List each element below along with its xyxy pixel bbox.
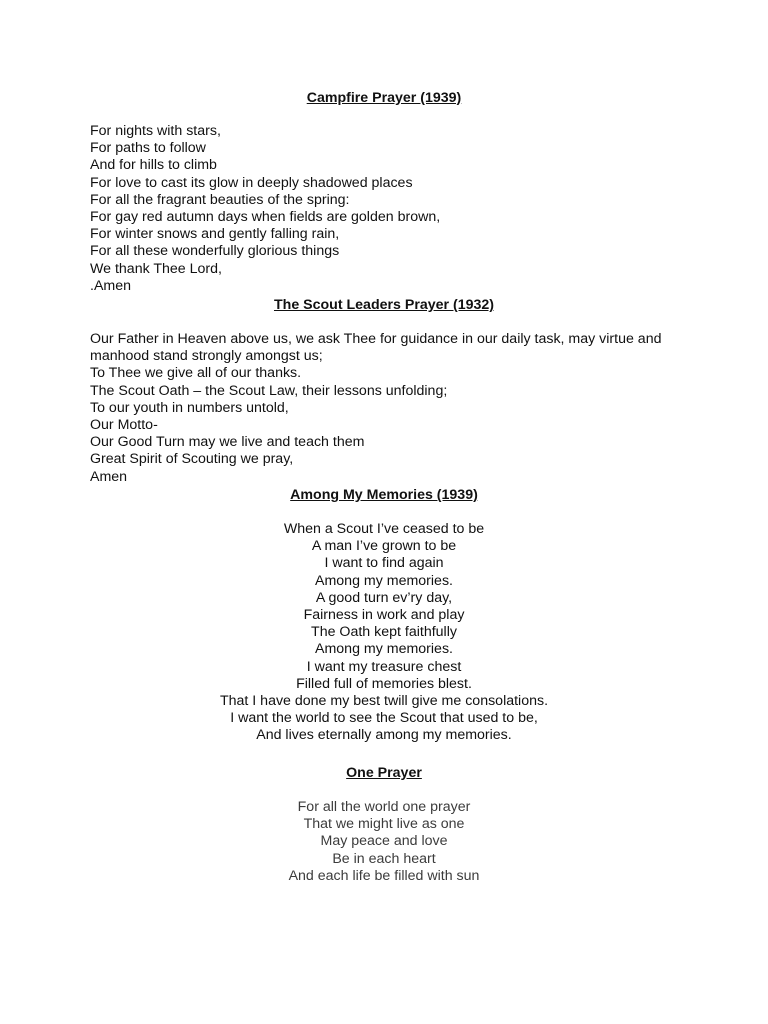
poem-line: Fairness in work and play xyxy=(303,607,465,624)
poem-line: I want the world to see the Scout that used to be, xyxy=(230,710,538,727)
poem-line: For nights with stars, xyxy=(90,123,221,139)
poem-line: And each life be filled with sun xyxy=(288,867,480,884)
poem-one-prayer xyxy=(0,799,768,885)
poem-line: I want my treasure chest xyxy=(306,658,462,675)
poem-line: Great Spirit of Scouting we pray, xyxy=(90,451,294,468)
poem-line: That we might live as one xyxy=(303,816,465,833)
poem-line: For all the world one prayer xyxy=(297,799,471,815)
section-title-one-prayer: One Prayer xyxy=(346,765,422,781)
poem-line: For gay red autumn days when fields are golden brown, xyxy=(90,209,441,226)
poem-line: For paths to follow xyxy=(90,140,206,157)
poem-line: For love to cast its glow in deeply shadowed places xyxy=(90,174,413,191)
poem-line: To our youth in numbers untold, xyxy=(90,399,289,416)
poem-line: For all these wonderfully glorious things xyxy=(90,243,340,260)
poem-among-my-memories xyxy=(0,521,768,745)
poem-line: And lives eternally among my memories. xyxy=(256,727,512,744)
poem-line: Among my memories. xyxy=(315,572,453,589)
poem-line: Our Good Turn may we live and teach them xyxy=(90,434,365,451)
poem-line: And for hills to climb xyxy=(90,157,217,174)
poem-campfire-prayer xyxy=(90,123,700,295)
poem-line: For all the fragrant beauties of the spring: xyxy=(90,191,350,208)
section-title-among-my-memories: Among My Memories (1939) xyxy=(290,487,478,503)
poem-line: For winter snows and gently falling rain, xyxy=(90,226,340,243)
poem-line: When a Scout I’ve ceased to be xyxy=(283,521,485,537)
poem-line: A man I’ve grown to be xyxy=(311,538,457,555)
poem-scout-leaders-prayer xyxy=(90,331,682,486)
poem-line: Among my memories. xyxy=(315,641,453,658)
poem-line: Be in each heart xyxy=(332,850,436,867)
poem-line: We thank Thee Lord, xyxy=(90,260,222,277)
poem-line: A good turn ev’ry day, xyxy=(315,589,453,606)
section-title-campfire-prayer: Campfire Prayer (1939) xyxy=(306,90,462,106)
section-title-scout-leaders-prayer: The Scout Leaders Prayer (1932) xyxy=(273,297,494,313)
poem-line: May peace and love xyxy=(320,833,448,850)
poem-line: To Thee we give all of our thanks. xyxy=(90,365,302,382)
poem-line: I want to find again xyxy=(324,555,444,572)
poem-line: The Scout Oath – the Scout Law, their lessons unfolding; xyxy=(90,382,448,399)
poem-line: The Oath kept faithfully xyxy=(311,624,457,641)
poem-line: Our Father in Heaven above us, we ask Thee for guidance in our daily task, may virtue and manhood stand strongly amongst us; xyxy=(90,331,662,365)
poem-line: Our Motto- xyxy=(90,417,158,434)
poem-line: .Amen xyxy=(90,277,132,294)
poem-line: That I have done my best twill give me consolations. xyxy=(219,693,549,710)
poem-line: Filled full of memories blest. xyxy=(296,675,472,692)
poem-line: Amen xyxy=(90,468,128,485)
